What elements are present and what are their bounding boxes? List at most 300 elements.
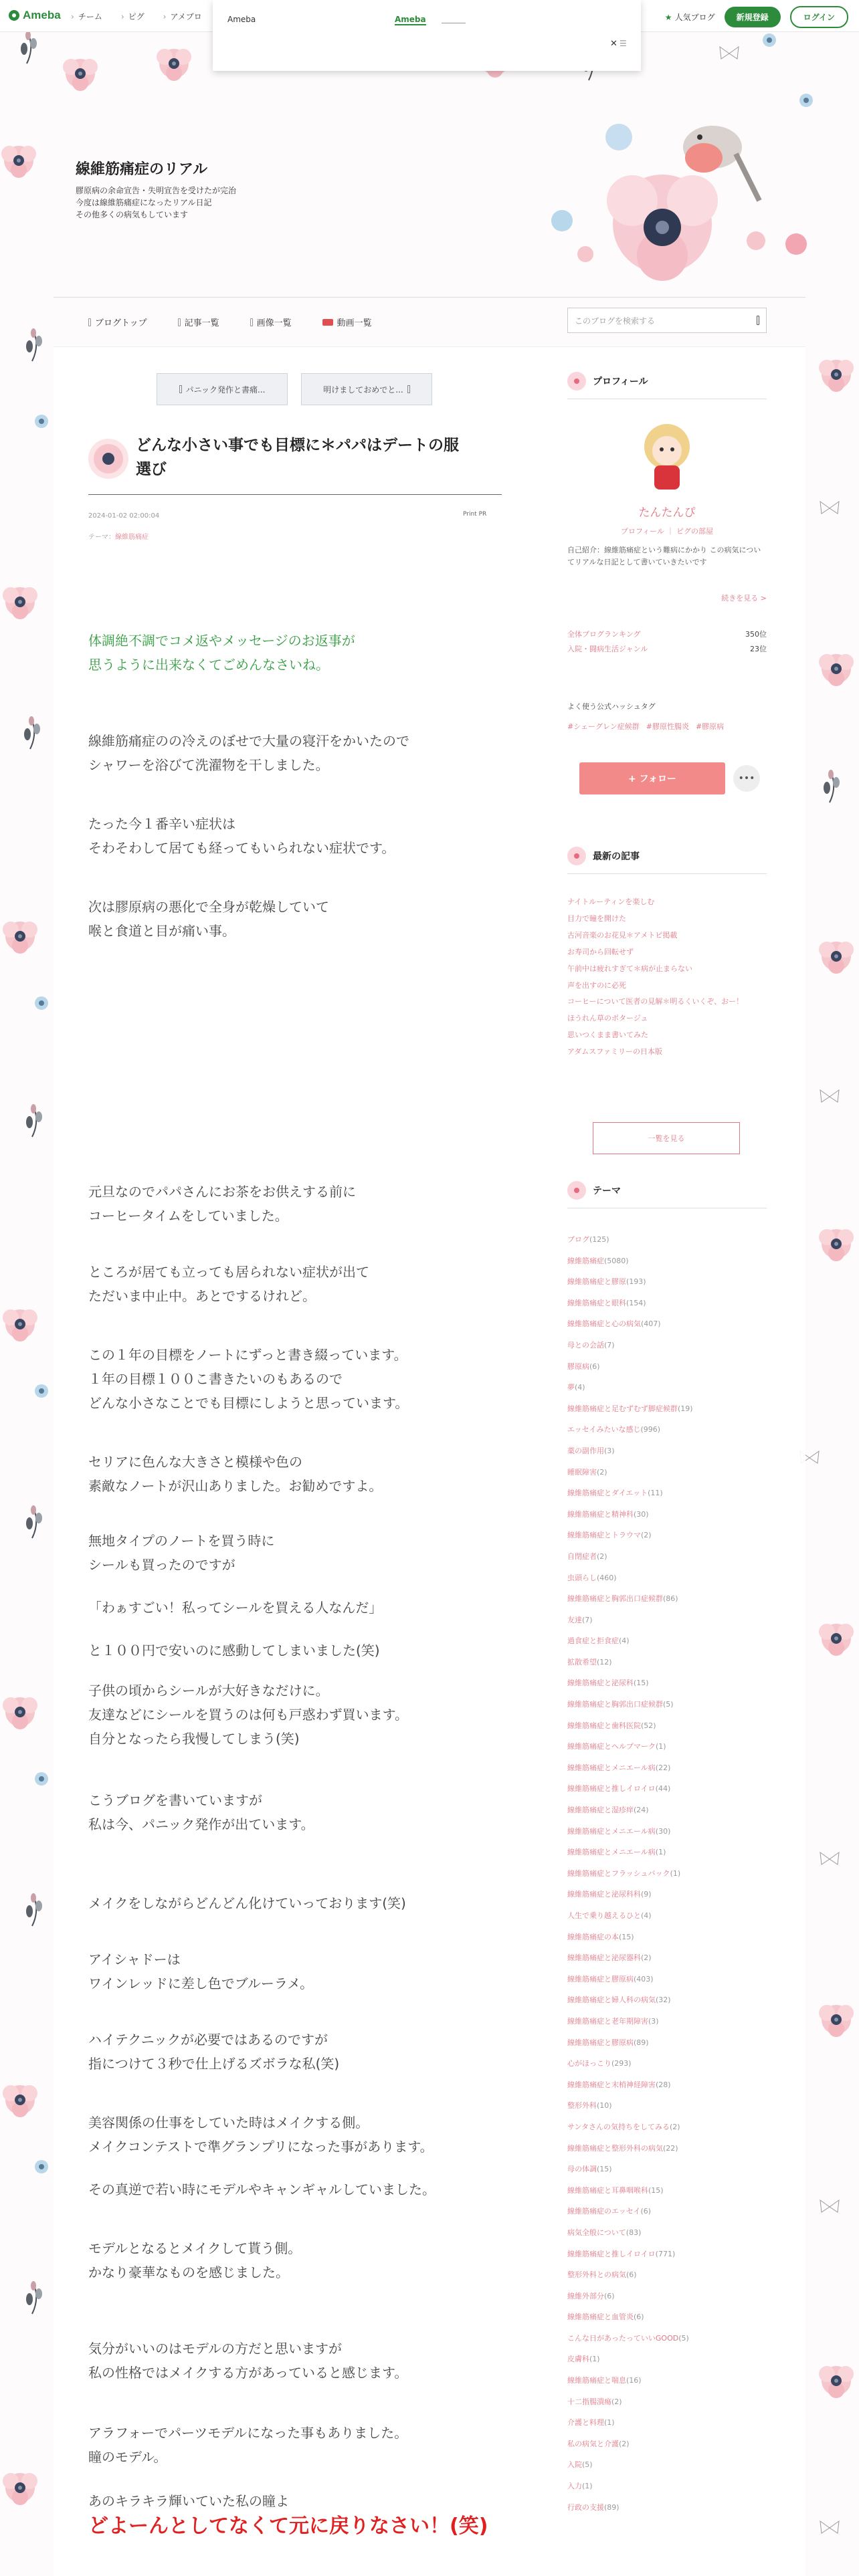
theme-name: 薬の副作用: [567, 1446, 604, 1455]
article-text: 線維筋痛症のの冷えのぼせで大量の寝汗をかいたので: [88, 733, 409, 749]
theme-link[interactable]: [567, 1715, 767, 1737]
blog-search-input[interactable]: [567, 308, 767, 333]
theme-link[interactable]: [567, 1398, 767, 1420]
recent-entries-widget: [567, 847, 767, 1168]
theme-name: 線維筋痛症と湿疹痒: [567, 1806, 634, 1815]
theme-count: (460): [597, 1573, 617, 1582]
article-text: 元旦なのでパパさんにお茶をお供えする前に: [88, 1184, 356, 1200]
theme-count: (6): [634, 2313, 644, 2322]
overall-ranking[interactable]: [567, 629, 767, 639]
recent-entry-link[interactable]: 思いつくまま書いてみた: [567, 1031, 648, 1039]
theme-link[interactable]: [567, 2370, 767, 2391]
article-text: 無地タイプのノートを買う時に: [88, 1533, 275, 1549]
nav-divider: [54, 346, 805, 347]
article-title[interactable]: [136, 433, 504, 481]
theme-count: (4): [575, 1383, 585, 1392]
more-options-button[interactable]: •••: [733, 765, 760, 792]
flower-icon: [567, 847, 586, 865]
login-button[interactable]: ログイン: [790, 6, 848, 28]
theme-count: (2): [670, 2122, 680, 2131]
article-text: 思うように出来なくてごめんなさいね。: [88, 657, 329, 673]
profile-header: [567, 372, 767, 399]
flower-icon: [567, 1181, 586, 1200]
hashtag-link[interactable]: #膠原病: [695, 722, 725, 731]
theme-link[interactable]: [567, 2159, 767, 2180]
overlay-tab-ameba[interactable]: Ameba: [395, 15, 426, 24]
theme-count: (154): [626, 1298, 646, 1307]
ameba-leaf-icon: [8, 9, 20, 21]
theme-count: (2): [641, 1953, 652, 1963]
next-article-label: 明けましておめでと...: [323, 385, 403, 395]
theme-count: (6): [626, 2270, 637, 2280]
theme-link[interactable]: [567, 2454, 767, 2476]
theme-link[interactable]: [567, 1271, 767, 1293]
ranking-value: 23位: [750, 645, 767, 653]
article-text: ワインレッドに差し色でブルーラメ。: [88, 1975, 314, 1992]
article-text: シャワーを浴びて洗濯物を干しました。: [88, 757, 329, 773]
profile-title: プロフィール: [593, 377, 648, 387]
flower-icon: [567, 372, 586, 391]
theme-link[interactable]: [567, 1377, 767, 1398]
theme-count: (83): [626, 2228, 642, 2237]
theme-name: こんな日があったっていいGOOD: [567, 2333, 679, 2343]
theme-name: 線維筋痛症とメニエール病: [567, 1848, 656, 1857]
theme-name: 線維筋痛症とダイエット: [567, 1489, 648, 1498]
follow-button[interactable]: + フォロー: [579, 762, 725, 794]
theme-link[interactable]: [567, 2328, 767, 2349]
article-highlight-text: どよーんとしてなくて元に戻りなさい！(笑): [88, 2514, 488, 2538]
theme-link[interactable]: [567, 1673, 767, 1694]
theme-name: 十二指腸潰瘍: [567, 2397, 611, 2406]
profile-more-link[interactable]: 続きを見る >: [721, 594, 767, 603]
article-text: 素敵なノートが沢山ありました。お勧めですよ。: [88, 1478, 383, 1494]
profile-links[interactable]: プロフィール ｜ ピグの部屋: [621, 527, 713, 536]
recent-entry-link[interactable]: 午前中は疲れすぎて＊病が止まらない: [567, 964, 692, 973]
theme-link[interactable]: [567, 1462, 767, 1483]
theme-link[interactable]: [567, 1483, 767, 1504]
theme-count: (15): [634, 1679, 649, 1688]
article-text: 次は膠原病の悪化で全身が乾燥していて: [88, 899, 329, 915]
article-text: セリアに色んな大きさと模様や色の: [88, 1454, 302, 1470]
theme-link[interactable]: [567, 1821, 767, 1842]
profile-intro: 自己紹介：線維筋痛症という難病にかかり この病気についてリアルな日記として書いていきたいです: [567, 546, 761, 566]
nav-entry-list-label: 記事一覧: [184, 318, 219, 328]
article-text: 瞳のモデル。: [88, 2449, 167, 2465]
theme-link[interactable]: [567, 2138, 767, 2159]
chevron-right-icon: [407, 385, 410, 393]
theme-name: 線維筋痛症とメニエール病: [567, 1826, 656, 1836]
theme-link[interactable]: [567, 1251, 767, 1272]
theme-count: (1): [656, 1742, 666, 1751]
theme-count: (2): [611, 2397, 622, 2406]
theme-count: (28): [656, 2080, 671, 2089]
list-icon: [178, 318, 181, 326]
theme-name: サンタさんの気持ちをしてみる: [567, 2122, 670, 2131]
theme-count: (52): [641, 1721, 656, 1730]
theme-link[interactable]: [567, 1356, 767, 1378]
hashtag-title: よく使う公式ハッシュタグ: [567, 702, 656, 711]
recent-entry-link[interactable]: アダムスファミリーの日本版: [567, 1047, 663, 1056]
avatar[interactable]: [638, 420, 696, 494]
theme-name: 心がほっこり: [567, 2059, 611, 2068]
nav-image-list-label: 画像一覧: [256, 318, 292, 328]
theme-count: (5080): [604, 1256, 629, 1265]
recent-entry-link[interactable]: 古河音楽のお花見＊アメトピ掲載: [567, 931, 678, 940]
theme-title: テーマ: [593, 1186, 621, 1196]
theme-link[interactable]: [567, 2264, 767, 2286]
nav-entry-list[interactable]: [178, 316, 219, 328]
theme-link[interactable]: [567, 1630, 767, 1652]
theme-name: 虫頭らし: [567, 1573, 597, 1582]
theme-count: (6): [589, 1362, 600, 1371]
theme-name: 線維筋痛症と精神科: [567, 1509, 634, 1519]
theme-name: 線維外部分: [567, 2291, 604, 2300]
popular-blog-label: 人気ブログ: [674, 13, 715, 22]
article-date: 2024-01-02 02:00:04: [88, 512, 160, 520]
theme-link[interactable]: [567, 1736, 767, 1757]
theme-link[interactable]: [567, 1694, 767, 1715]
ad-overlay: [213, 0, 641, 71]
theme-count: (2): [597, 1551, 607, 1561]
theme-link[interactable]: [567, 1525, 767, 1546]
theme-count: (771): [655, 2249, 676, 2258]
blog-title[interactable]: 線維筋痛症のリアル: [76, 161, 208, 178]
search-placeholder: このブログを検索する: [575, 316, 656, 326]
search-icon[interactable]: [757, 316, 759, 325]
article-text: メイクをしながらどんどん化けていっております(笑): [88, 1895, 406, 1911]
theme-name: 線維筋痛症と末梢神経障害: [567, 2080, 656, 2089]
prev-article-label: パニック発作と書痛...: [185, 385, 266, 395]
theme-count: (4): [619, 1636, 630, 1646]
article-pager: [157, 373, 432, 405]
theme-link[interactable]: [567, 1440, 767, 1462]
theme-name: 線維筋痛症と推しイロイロ: [567, 2249, 656, 2258]
article-text: ただいま中止中。あとでするけれど。: [88, 1288, 316, 1304]
theme-name: 行政の支援: [567, 2502, 604, 2512]
theme-link[interactable]: [567, 2032, 767, 2054]
article-text: 「わぁすごい！私ってシールを買える人なんだ」: [88, 1600, 383, 1616]
theme-name: 線維筋痛症と泌尿科: [567, 1679, 634, 1688]
article-theme-icon: [88, 439, 128, 479]
theme-count: (407): [641, 1319, 661, 1329]
theme-link[interactable]: [567, 1419, 767, 1440]
top-nav: [71, 11, 202, 22]
theme-link[interactable]: [567, 1990, 767, 2011]
theme-link[interactable]: [567, 2053, 767, 2074]
info-icon[interactable]: ☰: [619, 39, 627, 48]
theme-count: (19): [678, 1404, 693, 1413]
theme-link[interactable]: [567, 2434, 767, 2455]
recent-entry-link[interactable]: コーヒーについて医者の見解＊明るくいくぞ、おー！: [567, 997, 744, 1006]
theme-link[interactable]: [567, 2222, 767, 2244]
article-title-line: どんな小さい事でも目標に＊パパはデートの服: [136, 437, 459, 454]
theme-link[interactable]: [567, 1947, 767, 1969]
theme-link[interactable]: [567, 1800, 767, 1821]
theme-name: 介護と料理: [567, 2418, 604, 2428]
hashtag-link[interactable]: #膠原性腸炎: [646, 722, 689, 731]
article-theme: [88, 531, 149, 541]
theme-link[interactable]: [567, 2244, 767, 2265]
theme-name: エッセイみたいな感じ: [567, 1425, 641, 1434]
article-text: たった今１番辛い症状は: [88, 816, 235, 832]
blog-description-line: 今度は線維筋痛症になったリアル日記: [76, 198, 212, 207]
theme-count: (24): [634, 1806, 649, 1815]
article-title-line: 選び: [136, 461, 167, 478]
theme-name: 線維筋痛症と膠原病: [567, 2038, 634, 2047]
theme-name: 自閉症者: [567, 1551, 597, 1561]
article-text: 指につけて３秒で仕上げるズボラな私(笑): [88, 2056, 340, 2072]
theme-name: 線維筋痛症と歯科医院: [567, 1721, 641, 1730]
theme-count: (996): [640, 1425, 661, 1434]
recent-more-button[interactable]: 一覧を見る: [593, 1122, 740, 1154]
top-nav-pigg[interactable]: › ピグ: [121, 11, 145, 22]
theme-count: (22): [655, 1763, 671, 1772]
nav-video-list-label: 動画一覧: [337, 318, 372, 328]
theme-count: (86): [663, 1594, 678, 1604]
theme-count: (125): [589, 1235, 609, 1244]
theme-name: 線維筋痛症と老年期障害: [567, 2016, 648, 2026]
theme-link[interactable]: [567, 1927, 767, 1948]
theme-count: (12): [597, 1657, 612, 1667]
theme-name: 線維筋痛症と整形外科の病気: [567, 2143, 663, 2153]
theme-name: 線維筋痛症の本: [567, 1932, 619, 1941]
theme-name: 線維筋痛症とフラッシュバック: [567, 1868, 670, 1878]
theme-name: 拡散希望: [567, 1657, 597, 1667]
theme-count: (2): [641, 1531, 652, 1540]
theme-link[interactable]: [567, 2011, 767, 2032]
blog-description-line: 膠原病の余命宣告・失明宣告を受けたが完治: [76, 186, 237, 195]
register-button[interactable]: 新規登録: [725, 7, 781, 27]
theme-link[interactable]: [567, 1588, 767, 1610]
theme-count: (9): [641, 1890, 652, 1899]
theme-count: (89): [634, 2038, 649, 2047]
ameba-logo[interactable]: [8, 9, 61, 22]
theme-name: 人生で乗り越えるひと: [567, 1911, 641, 1920]
theme-link[interactable]: [567, 2180, 767, 2202]
article-text: ところが居ても立っても居られない症状が出て: [88, 1264, 369, 1280]
nav-image-list[interactable]: [250, 316, 292, 328]
theme-name: ブログ: [567, 1235, 589, 1244]
theme-name: 線維筋痛症と泌尿科科: [567, 1890, 641, 1899]
theme-link[interactable]: [567, 2286, 767, 2307]
next-article-button[interactable]: [301, 373, 432, 405]
recent-entry-link[interactable]: ナイトルーティンを楽しむ: [567, 897, 655, 906]
theme-link[interactable]: [567, 2074, 767, 2096]
theme-count: (10): [597, 2101, 612, 2111]
theme-name: 膠原病: [567, 1362, 589, 1371]
nav-blog-top-label: ブログトップ: [95, 318, 147, 328]
article-text: この１年の目標をノートにずっと書き綴っています。: [88, 1347, 407, 1363]
profile-name[interactable]: たんたんぴ: [638, 506, 696, 520]
nav-video-list[interactable]: [322, 316, 372, 328]
theme-name: 線維筋痛症と血管炎: [567, 2313, 634, 2322]
ranking-label: 全体ブログランキング: [567, 630, 641, 639]
theme-name: 母の体調: [567, 2165, 597, 2174]
top-right-actions: [665, 6, 848, 28]
theme-count: (4): [641, 1911, 652, 1920]
prev-article-button[interactable]: [157, 373, 288, 405]
theme-link[interactable]: [567, 2476, 767, 2497]
recent-header: [567, 847, 767, 874]
print-pr-link[interactable]: Print PR: [463, 511, 487, 518]
theme-link[interactable]: [567, 1293, 767, 1314]
theme-name: 母との会話: [567, 1340, 604, 1350]
overlay-title: Ameba: [227, 15, 256, 24]
theme-name: 入院: [567, 2460, 582, 2470]
article-theme-link[interactable]: 線維筋痛症: [115, 534, 149, 541]
article-text: どんな小さなことでも目標にしようと思っています。: [88, 1395, 409, 1411]
theme-link[interactable]: [567, 2201, 767, 2222]
ranking-value: 350位: [745, 630, 767, 639]
theme-name: 線維筋痛症と眼科: [567, 1298, 626, 1307]
theme-name: 線維筋痛症と足むずむず脚症候群: [567, 1404, 678, 1413]
theme-link[interactable]: [567, 1568, 767, 1589]
article-text: シールも買ったのですが: [88, 1557, 235, 1573]
profile-widget: [567, 372, 767, 840]
theme-name: 線維筋痛症: [567, 1256, 604, 1265]
theme-link[interactable]: [567, 2117, 767, 2138]
theme-link[interactable]: [567, 1229, 767, 1251]
theme-name: 線維筋痛症と泌尿器科: [567, 1953, 641, 1963]
theme-link[interactable]: [567, 1757, 767, 1779]
theme-link[interactable]: [567, 1610, 767, 1631]
genre-ranking[interactable]: [567, 643, 767, 654]
theme-name: 線維筋痛症と心の病気: [567, 1319, 641, 1329]
theme-count: (15): [619, 1932, 634, 1941]
theme-name: 線維筋痛症のエッセイ: [567, 2207, 641, 2216]
theme-count: (1): [670, 1868, 681, 1878]
popular-blog-link[interactable]: [665, 11, 715, 23]
theme-header: [567, 1181, 767, 1208]
theme-count: (11): [648, 1489, 663, 1498]
theme-link[interactable]: [567, 2306, 767, 2328]
theme-name: 夢: [567, 1383, 575, 1392]
article-text: コーヒータイムをしていました。: [88, 1208, 288, 1224]
theme-count: (15): [597, 2165, 612, 2174]
theme-count: (7): [582, 1615, 593, 1624]
article-text: 喉と食道と目が痛い事。: [88, 923, 235, 939]
theme-count: (5): [678, 2333, 689, 2343]
crown-icon: ★: [664, 12, 672, 22]
theme-name: 線維筋痛症と膠原: [567, 1277, 626, 1287]
theme-link[interactable]: [567, 1842, 767, 1863]
theme-list: [567, 1229, 767, 2518]
theme-link[interactable]: [567, 1905, 767, 1927]
theme-count: (5): [663, 1700, 674, 1709]
theme-name: 私の病気と介護: [567, 2439, 619, 2448]
article-text: メイクコンテストで準グランプリになった事があります。: [88, 2139, 434, 2155]
article-text: アイシャドーは: [88, 1951, 181, 1967]
top-nav-ameblo[interactable]: › アメブロ: [163, 11, 202, 22]
theme-link[interactable]: [567, 1313, 767, 1335]
theme-link[interactable]: [567, 1778, 767, 1800]
theme-count: (15): [648, 2185, 664, 2195]
theme-name: 線維筋痛症と胸郭出口症候群: [567, 1594, 663, 1604]
theme-count: (1): [582, 2482, 593, 2491]
theme-name: 病気全般について: [567, 2228, 626, 2237]
theme-link[interactable]: [567, 2497, 767, 2518]
theme-name: 線維筋痛症とメニエール病: [567, 1763, 656, 1772]
theme-name: 線維筋痛症と胸郭出口症候群: [567, 1700, 663, 1709]
theme-count: (30): [634, 1509, 649, 1519]
theme-count: (16): [626, 2376, 642, 2385]
top-nav-team[interactable]: › チーム: [71, 11, 102, 22]
theme-count: (89): [604, 2502, 619, 2512]
theme-count: (22): [663, 2143, 678, 2153]
logo-text: Ameba: [23, 9, 61, 21]
theme-count: (44): [655, 1784, 671, 1794]
recent-list: [567, 893, 767, 1060]
nav-blog-top[interactable]: [88, 316, 147, 328]
theme-name: 線維筋痛症と耳鼻咽喉科: [567, 2185, 648, 2195]
article-text: 気分がいいのはモデルの方だと思いますが: [88, 2341, 342, 2357]
theme-count: (32): [656, 1996, 671, 2005]
theme-name: 入力: [567, 2482, 582, 2491]
theme-link[interactable]: [567, 1546, 767, 1568]
theme-name: 線維筋痛症と婦人科の病気: [567, 1996, 656, 2005]
close-icon[interactable]: ✕: [610, 39, 617, 49]
article-text: そわそわして居ても経ってもいられない症状です。: [88, 840, 395, 856]
theme-link[interactable]: [567, 1335, 767, 1356]
theme-link[interactable]: [567, 2349, 767, 2370]
theme-count: (30): [655, 1826, 671, 1836]
theme-link[interactable]: [567, 2095, 767, 2117]
theme-count: (1): [589, 2355, 600, 2364]
recent-entry-link[interactable]: お寿司から回転せず: [567, 948, 634, 956]
recent-entry-link[interactable]: 目力で瞳を開けた: [567, 914, 626, 923]
theme-count: (6): [604, 2291, 615, 2300]
article-text: 美容関係の仕事をしていた時はメイクする側。: [88, 2115, 369, 2131]
hashtag-link[interactable]: #シェーグレン症候群: [567, 722, 640, 731]
article-title-underline: [88, 494, 502, 495]
theme-link[interactable]: [567, 2391, 767, 2413]
image-icon: [250, 318, 253, 326]
theme-name: 線維筋痛症と推しイロイロ: [567, 1784, 656, 1794]
theme-count: (193): [626, 1277, 646, 1287]
theme-count: (3): [648, 2016, 659, 2026]
theme-link[interactable]: [567, 2412, 767, 2434]
video-icon: [322, 319, 333, 326]
theme-count: (403): [634, 1974, 654, 1983]
theme-count: (1): [604, 2418, 615, 2428]
theme-name: 過食症と拒食症: [567, 1636, 619, 1646]
theme-link[interactable]: [567, 1969, 767, 1990]
theme-link[interactable]: [567, 1652, 767, 1673]
hashtag-list: [567, 721, 724, 732]
article-text: 私の性格ではメイクする方があっていると感じます。: [88, 2365, 408, 2381]
header-divider: [54, 297, 805, 298]
article-text: と１００円で安いのに感動してしまいました(笑): [88, 1642, 380, 1658]
theme-link[interactable]: [567, 1884, 767, 1905]
article-text: １年の目標１００こ書きたいのもあるので: [88, 1371, 343, 1387]
article-text: アラフォーでパーツモデルになった事もありました。: [88, 2425, 408, 2441]
theme-count: (6): [640, 2207, 652, 2216]
theme-name: 線維筋痛症と喘息: [567, 2376, 626, 2385]
theme-name: 線維筋痛症とヘルプマーク: [567, 1742, 656, 1751]
theme-link[interactable]: [567, 1863, 767, 1885]
theme-link[interactable]: [567, 1504, 767, 1525]
article-text: その真逆で若い時にモデルやキャンギャルしていました。: [88, 2181, 436, 2197]
theme-name: 線維筋痛症と膠原病: [567, 1974, 634, 1983]
recent-entry-link[interactable]: 声を出すのに必死: [567, 981, 626, 990]
theme-count: (2): [619, 2439, 630, 2448]
recent-entry-link[interactable]: ほうれん草のポタージュ: [567, 1014, 648, 1023]
theme-count: (293): [611, 2059, 632, 2068]
chevron-left-icon: [179, 385, 182, 393]
blog-description: [76, 185, 236, 221]
article-text: 友達などにシールを買うのは何も戸惑わず買います。: [88, 1707, 408, 1723]
article-text: 体調絶不調でコメ返やメッセージのお返事が: [88, 633, 355, 649]
